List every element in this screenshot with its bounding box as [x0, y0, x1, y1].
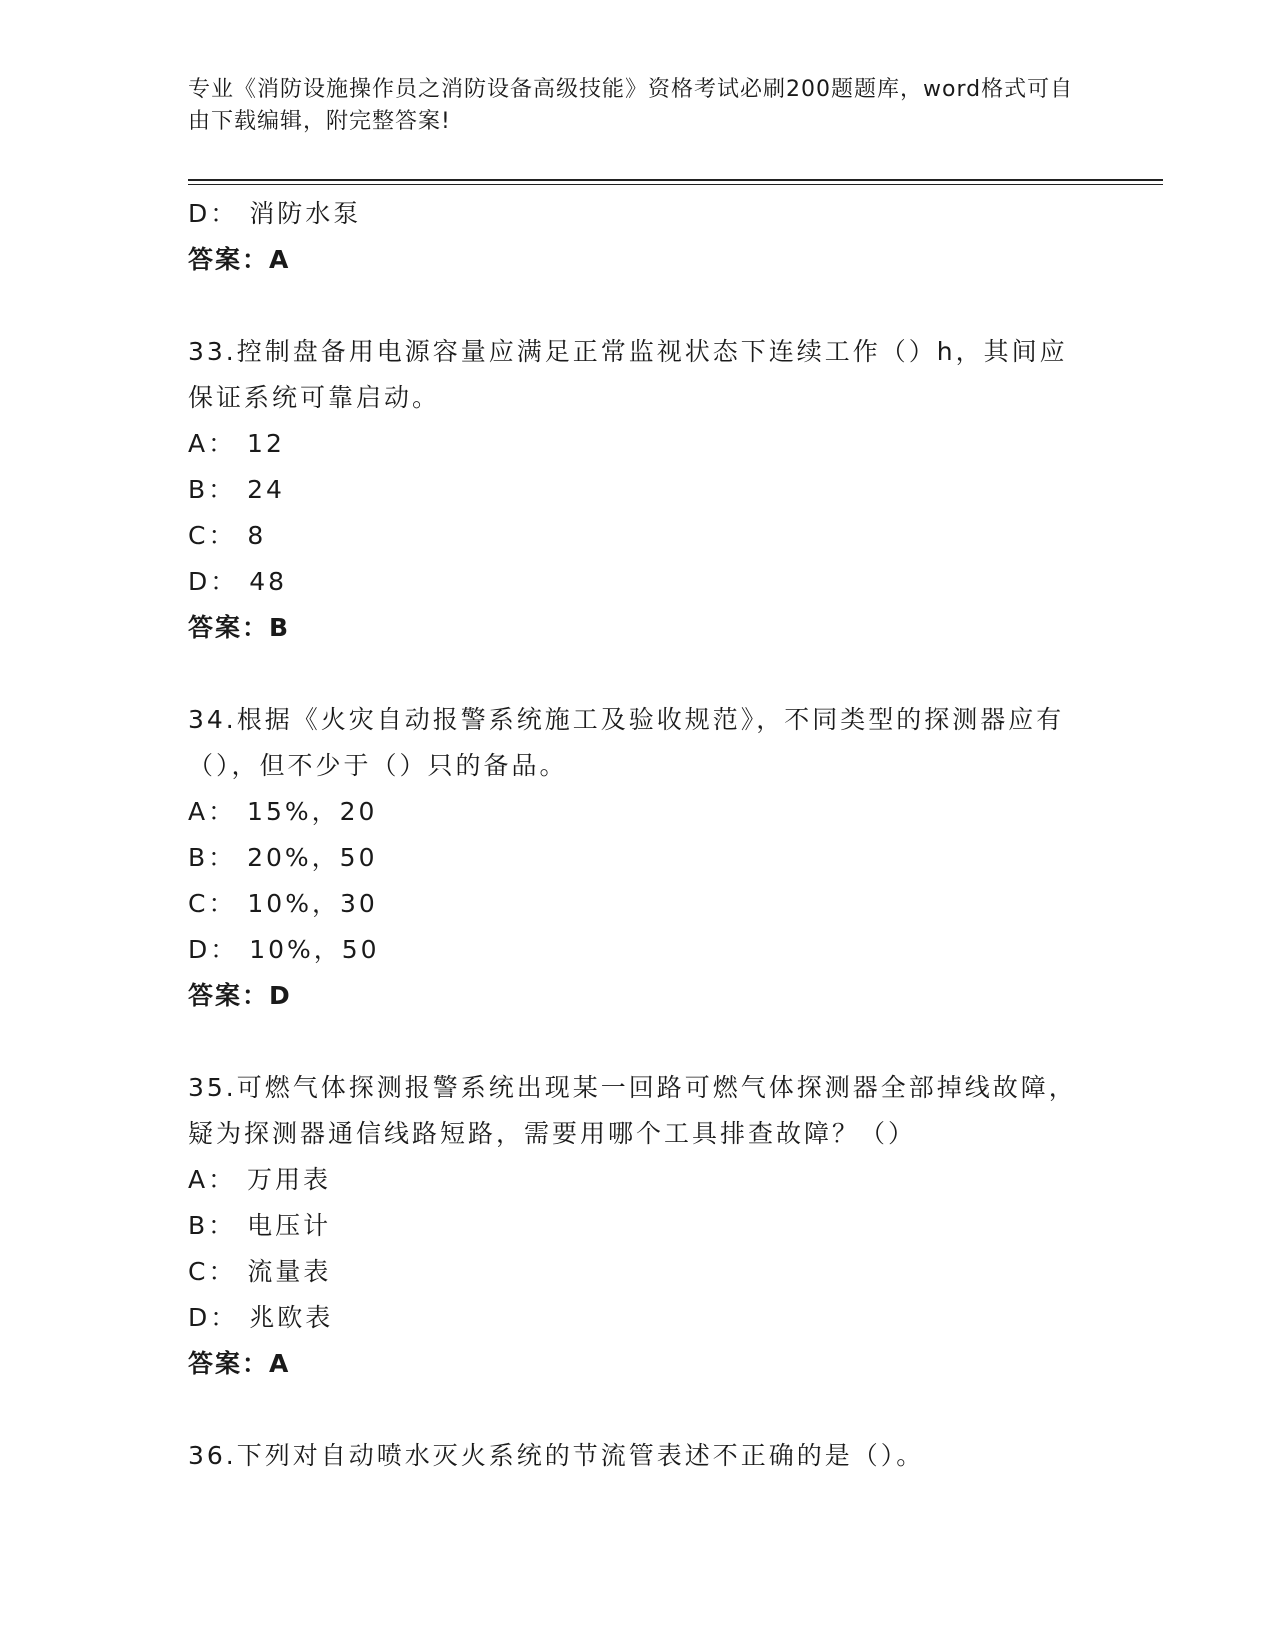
question-text: 33.控制盘备用电源容量应满足正常监视状态下连续工作（）h，其间应保证系统可靠启动。 — [188, 337, 1068, 412]
option-d: D： 10%，50 — [188, 935, 380, 964]
question-content — [188, 191, 1088, 1479]
option-c: C： 10%，30 — [188, 889, 378, 918]
option-a: A： 万用表 — [188, 1165, 332, 1194]
question-36 — [188, 1433, 1088, 1479]
option-b: B： 20%，50 — [188, 843, 378, 872]
question-33 — [188, 329, 1088, 651]
header-rule-thin — [188, 184, 1163, 185]
option-c: C： 流量表 — [188, 1257, 332, 1286]
question-text: 35.可燃气体探测报警系统出现某一回路可燃气体探测器全部掉线故障，疑为探测器通信线路短路，需要用哪个工具排查故障？（） — [188, 1073, 1077, 1148]
option-b: B： 电压计 — [188, 1211, 332, 1240]
question-35 — [188, 1065, 1088, 1387]
question-34 — [188, 697, 1088, 1019]
option-d-fragment: D： 消防水泵 — [188, 199, 362, 228]
option-a: A： 15%，20 — [188, 797, 378, 826]
option-d: D： 48 — [188, 567, 288, 596]
spacer — [188, 1019, 1088, 1065]
option-d: D： 兆欧表 — [188, 1303, 334, 1332]
option-a: A： 12 — [188, 429, 285, 458]
spacer — [188, 651, 1088, 697]
option-b: B： 24 — [188, 475, 285, 504]
answer-fragment: 答案：A — [188, 245, 291, 274]
spacer — [188, 283, 1088, 329]
answer: 答案：D — [188, 981, 292, 1010]
option-c: C： 8 — [188, 521, 267, 550]
header-rule-thick — [188, 179, 1163, 181]
spacer — [188, 1387, 1088, 1433]
answer: 答案：B — [188, 613, 291, 642]
page-header: 专业《消防设施操作员之消防设备高级技能》资格考试必刷200题题库，word格式可自由下载编辑，附完整答案! — [188, 77, 1074, 134]
question-text: 36.下列对自动喷水灭火系统的节流管表述不正确的是（）。 — [188, 1441, 925, 1470]
question-text: 34.根据《火灾自动报警系统施工及验收规范》，不同类型的探测器应有（），但不少于（）只的备品。 — [188, 705, 1065, 780]
answer: 答案：A — [188, 1349, 291, 1378]
